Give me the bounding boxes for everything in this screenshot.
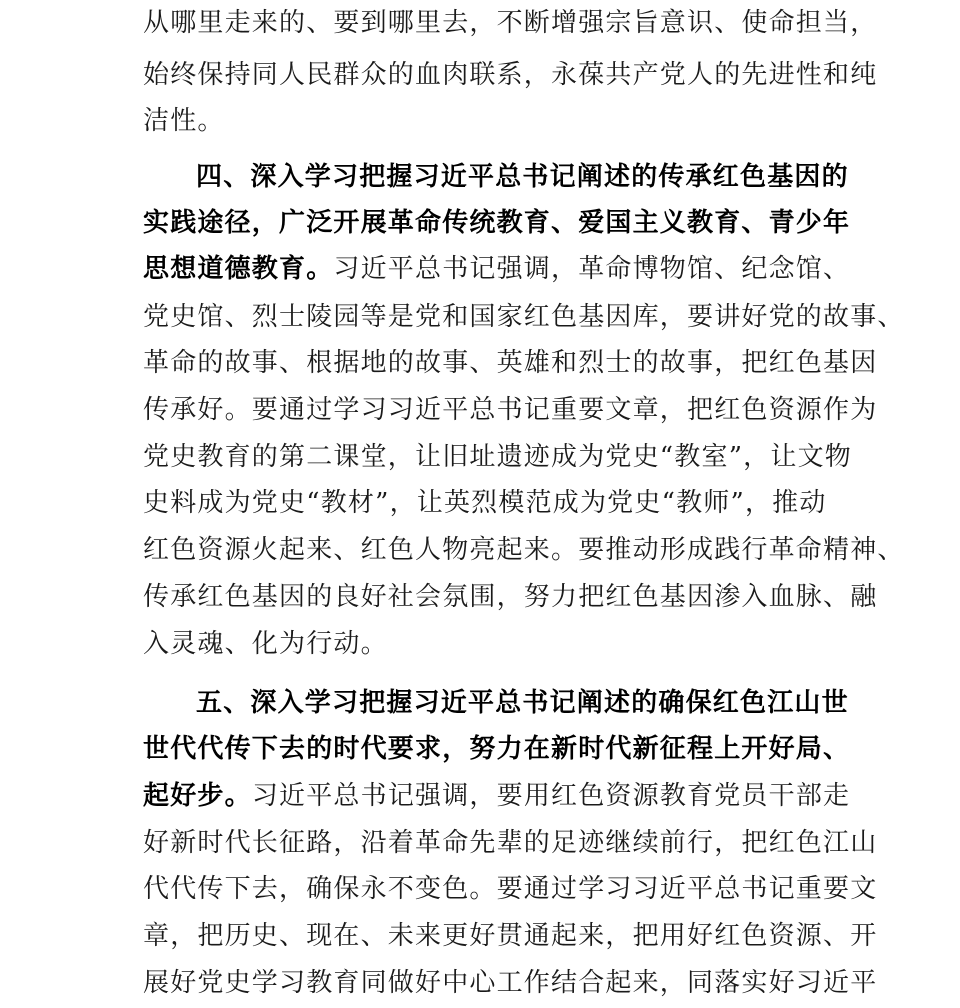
body-line: 好新时代长征路，沿着革命先辈的足迹继续前行，把红色江山	[143, 828, 878, 858]
section-heading-line: 五、深入学习把握习近平总书记阐述的确保红色江山世	[196, 688, 849, 718]
body-line: 史料成为党史“教材”，让英烈模范成为党史“教师”，推动	[143, 488, 827, 518]
section-heading-line: 四、深入学习把握习近平总书记阐述的传承红色基因的	[196, 162, 849, 192]
body-line: 入灵魂、化为行动。	[143, 629, 388, 659]
body-line: 红色资源火起来、红色人物亮起来。要推动形成践行革命精神、	[143, 535, 905, 565]
body-line: 洁性。	[143, 106, 225, 136]
section-heading-line: 实践途径，广泛开展革命传统教育、爱国主义教育、青少年	[143, 208, 851, 238]
section-heading-line: 世代代传下去的时代要求，努力在新时代新征程上开好局、	[143, 734, 851, 764]
section-heading-line: 起好步。习近平总书记强调，要用红色资源教育党员干部走	[143, 781, 851, 811]
body-line: 革命的故事、根据地的故事、英雄和烈士的故事，把红色基因	[143, 348, 878, 378]
body-line: 党史馆、烈士陵园等是党和国家红色基因库，要讲好党的故事、	[143, 302, 905, 332]
body-line: 传承红色基因的良好社会氛围，努力把红色基因渗入血脉、融	[143, 582, 878, 612]
body-line: 从哪里走来的、要到哪里去，不断增强宗旨意识、使命担当，	[143, 8, 878, 38]
body-line: 展好党史学习教育同做好中心工作结合起来，同落实好习近平	[143, 968, 878, 998]
body-line: 党史教育的第二课堂，让旧址遗迹成为党史“教室”，让文物	[143, 442, 852, 472]
body-line: 始终保持同人民群众的血肉联系，永葆共产党人的先进性和纯	[143, 60, 878, 90]
body-line: 章，把历史、现在、未来更好贯通起来，把用好红色资源、开	[143, 921, 878, 951]
section-heading-line: 思想道德教育。习近平总书记强调，革命博物馆、纪念馆、	[143, 254, 851, 284]
body-line: 传承好。要通过学习习近平总书记重要文章，把红色资源作为	[143, 395, 878, 425]
body-line: 代代传下去，确保永不变色。要通过学习习近平总书记重要文	[143, 874, 878, 904]
